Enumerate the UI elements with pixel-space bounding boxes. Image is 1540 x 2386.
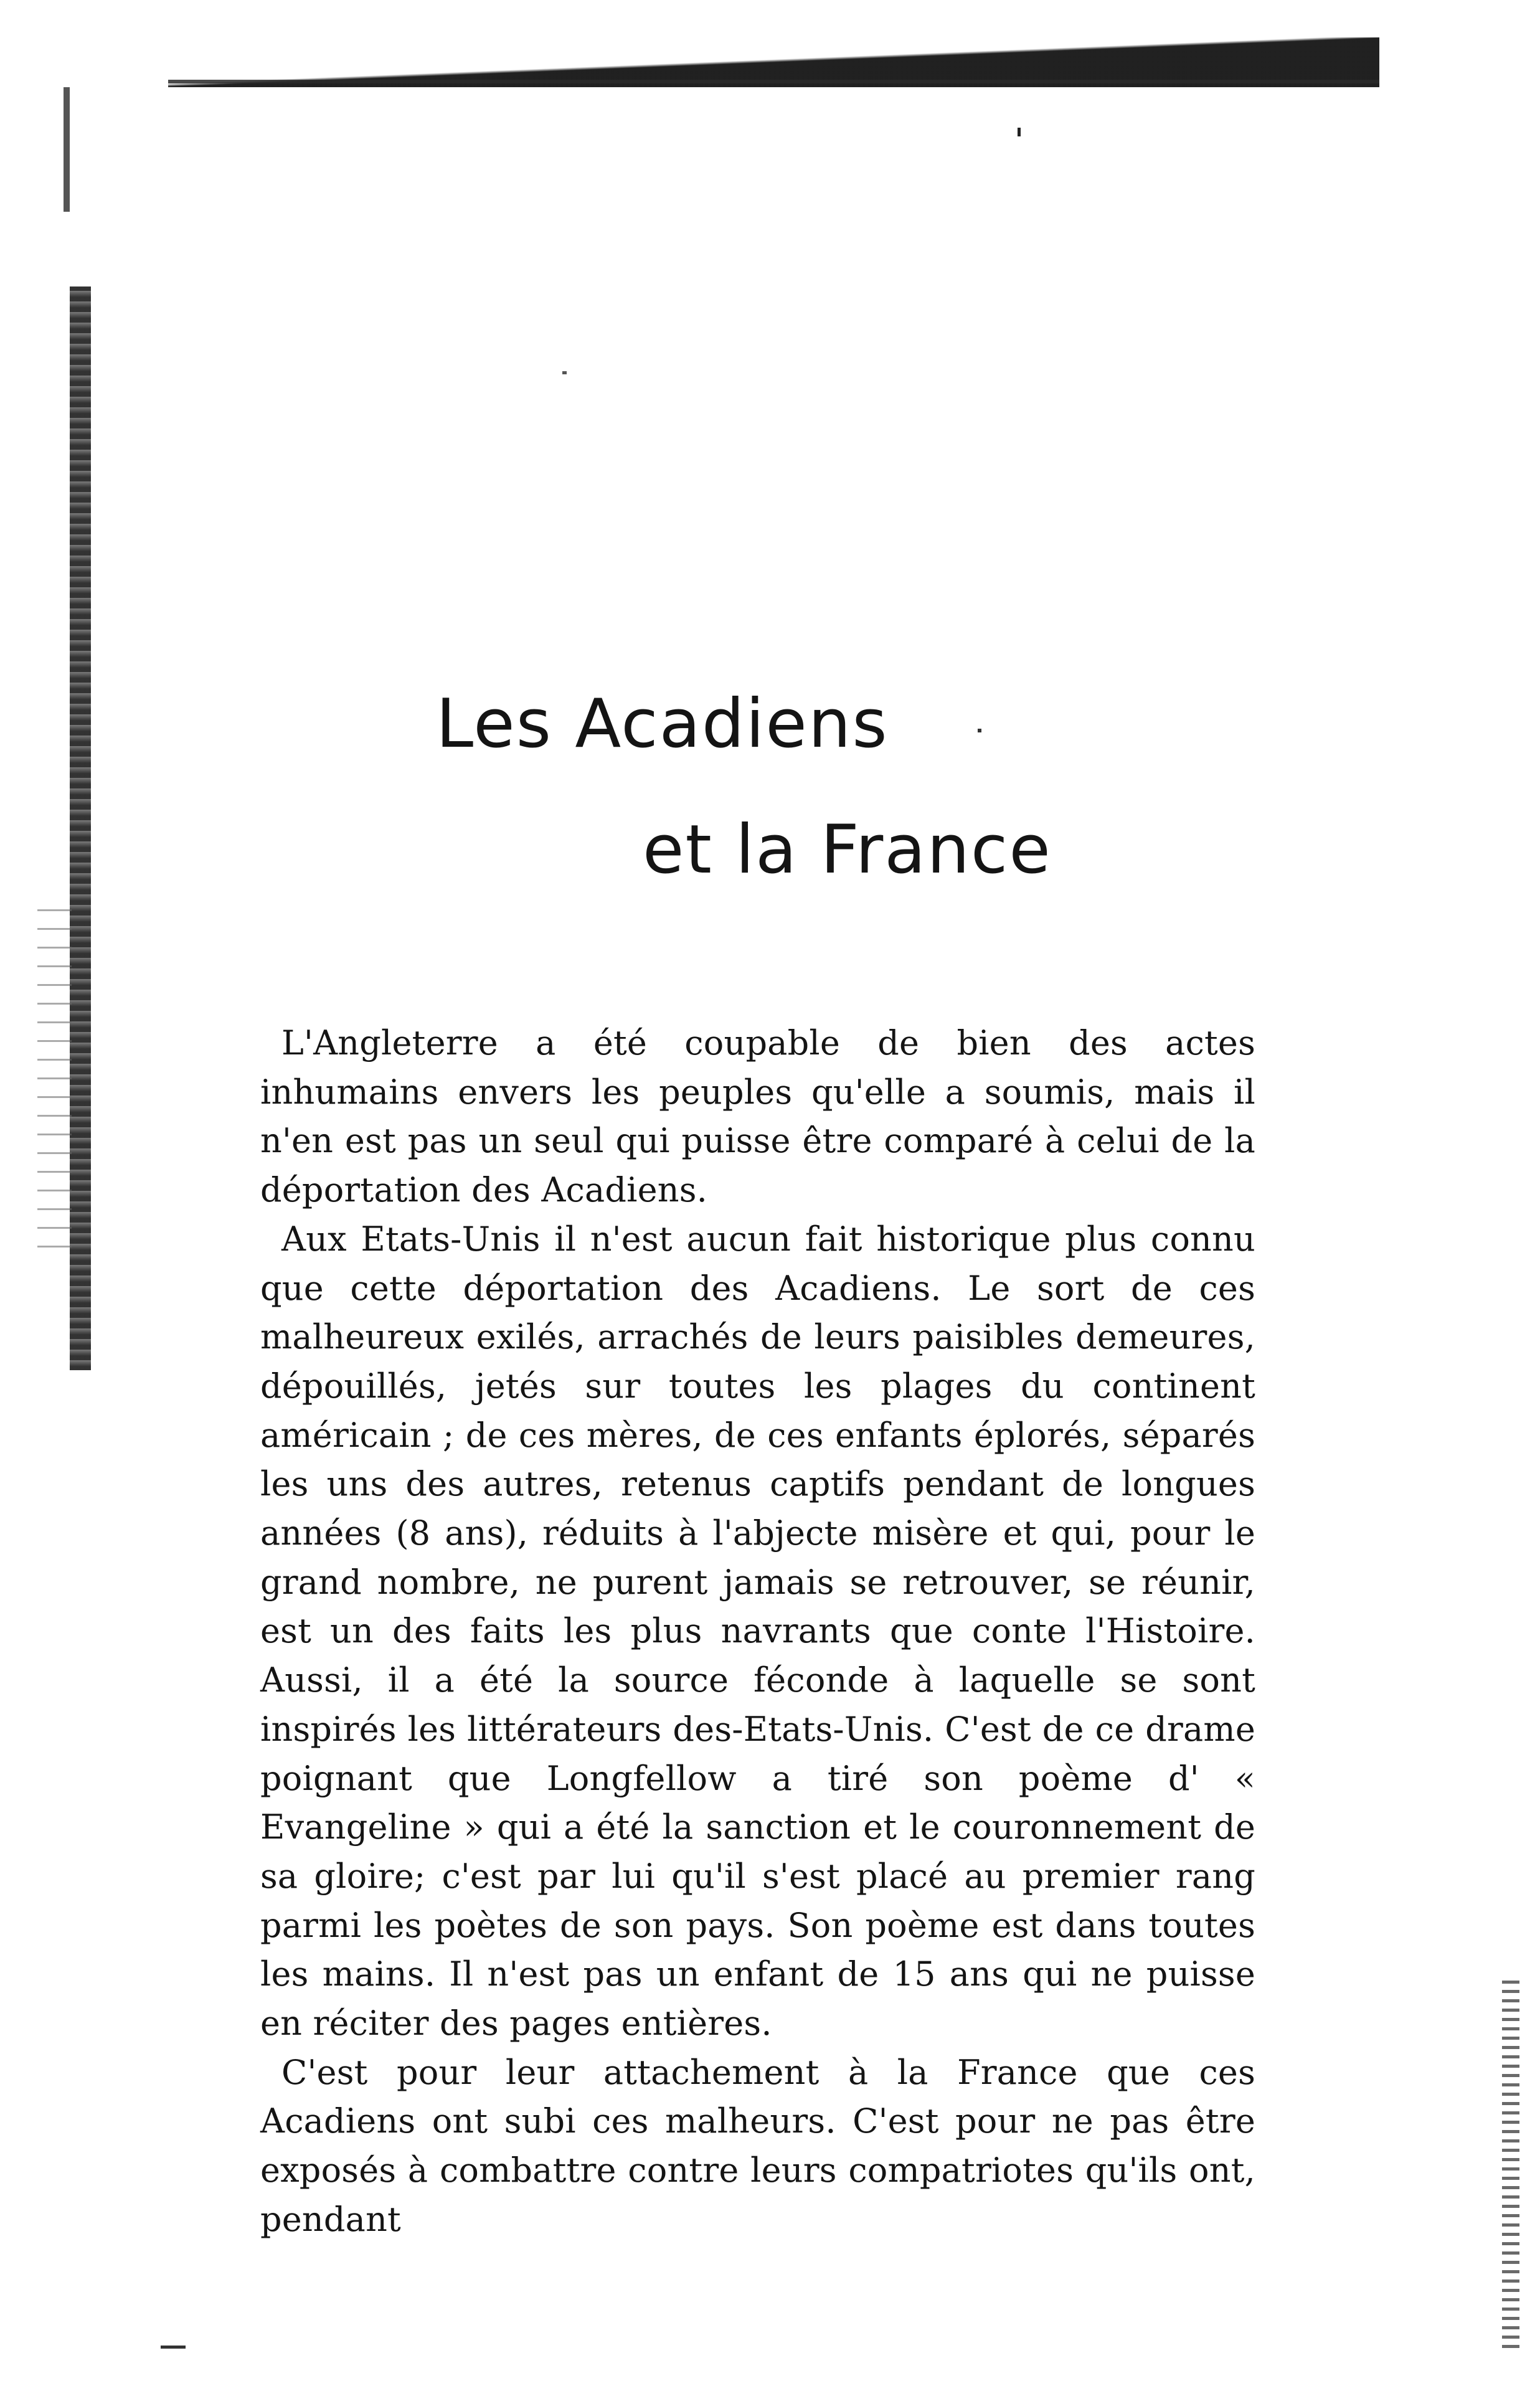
scan-left-edge-top — [64, 87, 70, 212]
scan-left-specks — [37, 909, 72, 1258]
scan-left-edge — [70, 286, 91, 1370]
chapter-title-line-1: Les Acadiens — [436, 685, 889, 763]
paragraph-3: C'est pour leur attachement à la France que ces Acadiens ont subi ces malheurs. C'est pour ne pas être exposés à combattre contre leurs compatriotes qu'ils ont, pendant — [260, 2052, 1255, 2239]
chapter-title-line-2: et la France — [643, 811, 1052, 889]
scan-speck — [1018, 128, 1021, 136]
scan-speck — [562, 371, 567, 374]
paragraph-1: L'Angleterre a été coupable de bien des actes inhumains envers les peuples qu'elle a soumis, mais il n'en est pas un seul qui puisse être comparé à celui de la déportation des Acadiens. — [260, 1023, 1255, 1210]
paragraph-2: Aux Etats-Unis il n'est aucun fait historique plus connu que cette déportation des Acadiens. Le sort de ces malheureux exilés, arrachés de leurs paisibles demeures, dépouillés, jetés sur toutes les plages du continent américain ; de ces mères, de ces enfants éplorés, séparés les uns des autres, retenus captifs pendant de longues années (8 ans), réduits à l'abjecte misère et qui, pour le grand nombre, ne purent jamais se retrouver, se réunir, est un des faits les plus navrants que conte l'Histoire. Aussi, il a été la source féconde à laquelle se sont inspirés les littérateurs des-Etats-Unis. C'est de ce drame poignant que Longfellow a tiré son poème d' « Evangeline » qui a été la sanction et le couronnement de sa gloire; c'est par lui qu'il s'est placé au premier rang parmi les poètes de son pays. Son poème est dans toutes les mains. Il n'est pas un enfant de 15 ans qui ne puisse en réciter des pages entières. — [260, 1219, 1255, 2043]
scan-top-rule — [168, 80, 1379, 83]
scan-right-edge — [1502, 1981, 1519, 2348]
body-text — [260, 1019, 1255, 2245]
scan-speck — [161, 2346, 186, 2349]
